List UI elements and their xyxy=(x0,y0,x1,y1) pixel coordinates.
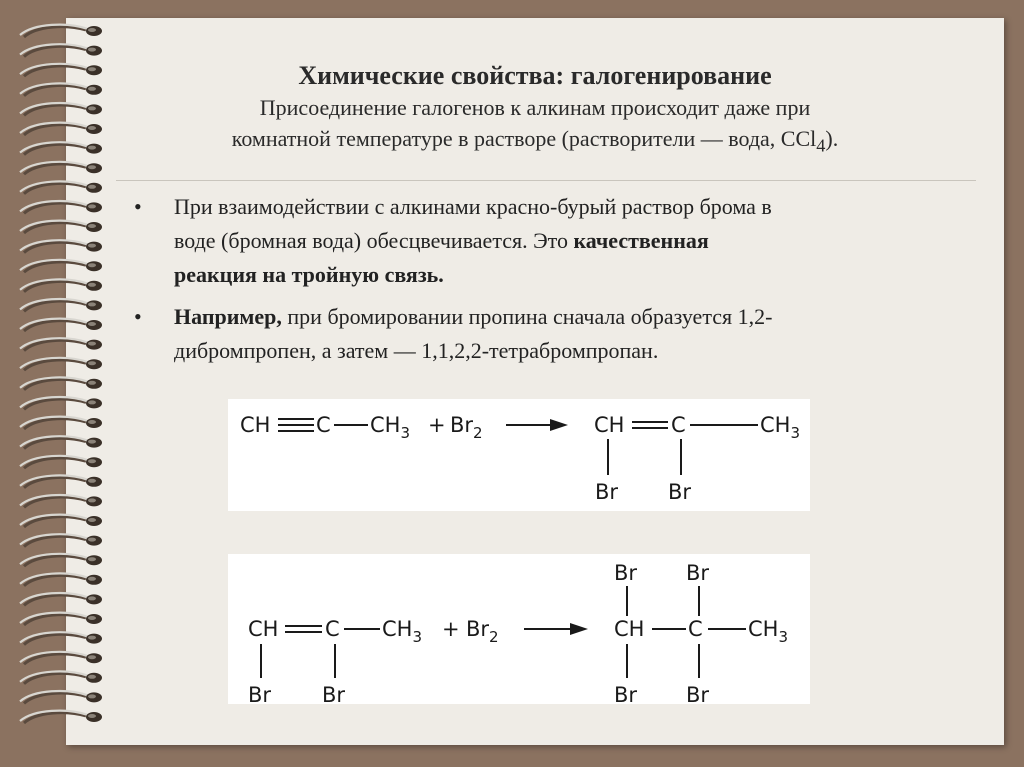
eq2-ch3 xyxy=(382,617,422,646)
binding-ring xyxy=(20,64,102,76)
binding-ring xyxy=(20,534,102,546)
binding-ring xyxy=(20,515,102,527)
binding-ring xyxy=(20,397,102,409)
subtitle-subscript: 4 xyxy=(816,135,826,156)
bullet-item-1 xyxy=(126,190,976,292)
eq2-br-b: Br xyxy=(322,683,346,704)
bullet-list xyxy=(126,190,976,376)
eq1-p-ch3-text: CH xyxy=(760,413,791,437)
bullet-2-lead: Например, xyxy=(174,304,282,329)
binding-ring xyxy=(20,25,102,37)
eq1-br2-text: Br xyxy=(450,413,474,437)
bullet-2-line2: дибромпропен, а затем — 1,1,2,2-тетрабромпропан. xyxy=(174,338,659,363)
binding-ring xyxy=(20,201,102,213)
eq1-arrow-head xyxy=(550,419,568,431)
eq1-c: C xyxy=(316,413,331,437)
binding-ring xyxy=(20,417,102,429)
eq2-br2-text: Br xyxy=(466,617,490,641)
eq2-arrow-head xyxy=(570,623,588,635)
binding-ring xyxy=(20,711,102,723)
binding-ring xyxy=(20,691,102,703)
binding-ring xyxy=(20,436,102,448)
subtitle-text: комнатной температуре в растворе (растворители — вода, CCl xyxy=(231,126,817,151)
binding-ring xyxy=(20,613,102,625)
eq1-br-b: Br xyxy=(668,480,692,504)
binding-ring xyxy=(20,632,102,644)
binding-ring xyxy=(20,358,102,370)
eq2-p-ch: CH xyxy=(614,617,645,641)
bullet-item-2 xyxy=(126,300,976,368)
binding-ring xyxy=(20,181,102,193)
binding-ring xyxy=(20,671,102,683)
binding-ring xyxy=(20,573,102,585)
eq1-ch3-text: CH xyxy=(370,413,401,437)
title-divider xyxy=(116,180,976,181)
binding-ring xyxy=(20,240,102,252)
eq2-p-ch3-sub: 3 xyxy=(778,628,789,646)
binding-ring xyxy=(20,103,102,115)
eq2-br-top2: Br xyxy=(686,561,710,585)
bullet-marker: • xyxy=(134,194,142,219)
bullet-marker: • xyxy=(134,304,142,329)
eq2-br-a: Br xyxy=(248,683,272,704)
binding-ring xyxy=(20,279,102,291)
eq2-br-bot2: Br xyxy=(686,683,710,704)
eq1-ch3-sub: 3 xyxy=(400,424,411,442)
binding-ring xyxy=(20,260,102,272)
bullet-1-bold-b: реакция на тройную связь. xyxy=(174,262,444,287)
eq1-plus: + xyxy=(428,413,446,437)
eq1-br2-sub: 2 xyxy=(473,424,483,442)
eq2-p-ch3-text: CH xyxy=(748,617,779,641)
slide-subtitle-line2 xyxy=(66,123,1004,161)
eq2-br2 xyxy=(466,617,499,646)
title-block xyxy=(66,60,1004,161)
binding-ring xyxy=(20,142,102,154)
slide-subtitle-line1: Присоединение галогенов к алкинам происходит даже при xyxy=(259,95,811,120)
eq2-ch3-text: CH xyxy=(382,617,413,641)
eq2-c: C xyxy=(325,617,340,641)
binding-ring xyxy=(20,652,102,664)
equation-2-box xyxy=(228,554,810,704)
eq1-p-c: C xyxy=(671,413,686,437)
binding-ring xyxy=(20,221,102,233)
binding-ring xyxy=(20,456,102,468)
eq1-p-ch: CH xyxy=(594,413,625,437)
binding-ring xyxy=(20,44,102,56)
binding-ring xyxy=(20,475,102,487)
binding-ring xyxy=(20,377,102,389)
eq1-p-ch3 xyxy=(760,413,800,442)
eq1-ch3 xyxy=(370,413,410,442)
bullet-2-line1: при бромировании пропина сначала образуется 1,2- xyxy=(281,304,773,329)
equation-2-svg xyxy=(228,554,810,704)
eq2-br-bot1: Br xyxy=(614,683,638,704)
bullet-1-line1: При взаимодействии с алкинами красно-бурый раствор брома в xyxy=(174,194,772,219)
binding-ring xyxy=(20,83,102,95)
eq2-ch: CH xyxy=(248,617,279,641)
eq2-br2-sub: 2 xyxy=(489,628,499,646)
eq2-p-c: C xyxy=(688,617,703,641)
eq2-br-top1: Br xyxy=(614,561,638,585)
equation-1-svg xyxy=(228,399,810,511)
binding-ring xyxy=(20,162,102,174)
bullet-1-bold-a: качественная xyxy=(573,228,709,253)
eq1-br-a: Br xyxy=(595,480,619,504)
eq2-plus: + xyxy=(442,617,460,641)
binding-ring xyxy=(20,495,102,507)
slide-title: Химические свойства: галогенирование xyxy=(298,61,772,90)
spiral-binding xyxy=(6,22,116,742)
slide-page xyxy=(66,18,1004,745)
subtitle-end: ). xyxy=(825,126,839,151)
equation-1-box xyxy=(228,399,810,511)
binding-ring xyxy=(20,319,102,331)
eq2-ch3-sub: 3 xyxy=(412,628,423,646)
eq2-p-ch3 xyxy=(748,617,788,646)
binding-ring xyxy=(20,123,102,135)
binding-ring xyxy=(20,338,102,350)
bullet-1-line2: воде (бромная вода) обесцвечивается. Это xyxy=(174,228,574,253)
binding-ring xyxy=(20,593,102,605)
binding-ring xyxy=(20,554,102,566)
binding-ring xyxy=(20,299,102,311)
eq1-ch: CH xyxy=(240,413,271,437)
eq1-p-ch3-sub: 3 xyxy=(790,424,801,442)
eq1-br2 xyxy=(450,413,483,442)
